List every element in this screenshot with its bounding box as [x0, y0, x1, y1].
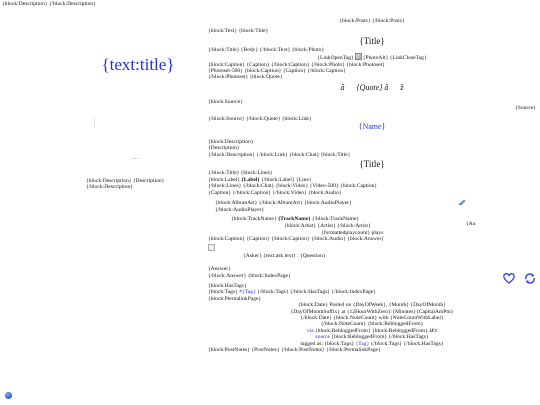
tag-link[interactable]: #{Tag}: [239, 289, 256, 296]
artist: {block:Artist} {Artist} {/block:Artist}: [284, 222, 371, 229]
quote-text: {Quote} â: [356, 82, 389, 92]
label-line: {/block:Label} {Line}: [259, 176, 312, 183]
source-label[interactable]: source: [315, 334, 332, 341]
album-art: {block:AlbumArt} {/block:AlbumArt} {block:AudioPlayer}: [215, 199, 352, 206]
photo-icon: [355, 53, 362, 60]
link-description-open: {block:Description}: [208, 139, 254, 146]
via-label[interactable]: via: [306, 327, 315, 334]
asker-row: [208, 244, 536, 252]
photo-caption: {block:Caption} {Caption} {/block:Caption} {/block:Photo} {block:Photoset}: [208, 61, 385, 68]
quote-open-mark: â: [340, 82, 345, 92]
track-name-open: {block:TrackName}: [231, 215, 278, 222]
post-date: {block:Date} Posted on {DayOfWeek}, {Month} {DayOfMonth}: [298, 302, 446, 309]
link-description: {Description}: [208, 145, 240, 152]
answer-open: {block:Caption} {Caption} {/block:Caption} {/block:Audio} {block:Answer}: [208, 235, 384, 242]
top-description: {block:Description} {/block:Description}: [2, 1, 96, 7]
post-notes: {block:PostNotes} {PostNotes} {/block:PostNotes} {/block:PermalinkPage}: [208, 347, 381, 353]
asker-avatar: [208, 244, 215, 251]
chat-lines: {/block:Title} {block:Lines}: [208, 170, 273, 177]
answer-close: {/block:Answer} {block:IndexPage}: [208, 272, 291, 279]
quote-close-mark: ž: [400, 82, 404, 92]
chat-title[interactable]: {Title}: [359, 159, 385, 170]
tags-open: {block:Tags}: [208, 289, 240, 296]
label-block: {block:Label}: [208, 176, 241, 183]
track-name-close: {/block:TrackName}: [310, 215, 360, 222]
quote-source-open: {block:Source}: [208, 98, 243, 105]
photo-post[interactable]: [208, 53, 536, 61]
tags-close: {/block:Tags} {/block:HasTags} {/block:IndexPage}: [255, 289, 376, 296]
source-value: {block:RebloggedFrom} {/block:HasTags}: [331, 334, 429, 341]
quote-source: {Source}: [515, 105, 536, 112]
track-name: [231, 216, 359, 222]
note-count-close: {/block:NoteCount} {block:RebloggedFrom}: [320, 321, 424, 328]
play-count: {formattedplaycount} plays: [321, 229, 384, 236]
tagged-as-label: tagged as: {block:Tags}: [300, 340, 356, 347]
permalink-open: {block:PermalinkPage}: [208, 295, 262, 302]
chat-open: {/block:Description} {/block:Link} {block:Chat} {block:Title}: [208, 151, 351, 158]
photoset: {Photoset-500} {block:Caption} {Caption} {/block:Caption}: [208, 68, 346, 75]
reblog-icon[interactable]: [524, 273, 536, 284]
text-post-title[interactable]: {Title}: [359, 35, 385, 46]
audio-player[interactable]: {/block:AudioPlayer}: [215, 206, 265, 213]
ask-question: {Asker} {text:ask text} : {Question}: [243, 252, 326, 259]
video-block: {/block:Lines} {/block:Chat} {block:Video} {Video-500} {block:Caption}: [208, 183, 378, 190]
tagged-as-close: {/block:Tags} {/block:HasTags}: [369, 340, 444, 347]
link-post-name[interactable]: {Name}: [358, 122, 386, 132]
audio-post: [208, 196, 536, 234]
post-time: {DayOfMonthSuffix} at {12HourWithZero}:{Minutes}{CapitalAmPm}: [290, 308, 454, 315]
sidebar-description: {block:Description} {Description} {/block:Description}: [86, 178, 165, 191]
answer: {Answer}: [208, 266, 231, 273]
photo-alt: {PhotoAlt} {LinkCloseTag}: [362, 55, 427, 62]
label-text: {Label}: [241, 176, 260, 183]
audio-side: {Au: [466, 220, 476, 227]
post-actions: [503, 273, 536, 284]
quote-close: {/block:Source} {/block:Quote} {block:Link}: [208, 115, 312, 122]
quote-post: [208, 83, 536, 93]
posts-block: {block:Posts} {/block:Posts}: [339, 18, 405, 24]
site-title[interactable]: {text:title}: [101, 55, 175, 74]
pen-icon[interactable]: [458, 199, 467, 206]
ghostery-icon[interactable]: [5, 392, 12, 399]
tag-link[interactable]: {Tag}: [355, 340, 370, 347]
reblogged-from-value: {block:RebloggedFrom} {block:RebloggedFrom} â€¢: [314, 327, 438, 334]
track-name-value: {TrackName}: [277, 215, 311, 222]
has-tags: {block:HasTags}: [208, 282, 247, 289]
video-caption: {Caption} {/block:Caption} {/block:Video} {block:Audio}: [208, 189, 342, 196]
text-post-body: {/block:Title} {Body} {/block:Text} {block:Photo}: [208, 46, 325, 53]
text-post-open: {block:Text} {block:Title}: [208, 28, 269, 35]
photo-link-open: {LinkOpenTag}: [317, 55, 354, 62]
sidebar-divider: [94, 118, 95, 127]
post-list: [208, 18, 536, 353]
note-count[interactable]: {/block:Date} {block:NoteCount} with {NoteCountWithLabel}: [300, 314, 444, 321]
heart-icon[interactable]: [503, 273, 515, 284]
photoset-close: {/block:Photoset} {block:Quote}: [208, 74, 283, 81]
sidebar-divider: [131, 158, 139, 159]
tags-section: [208, 283, 536, 289]
